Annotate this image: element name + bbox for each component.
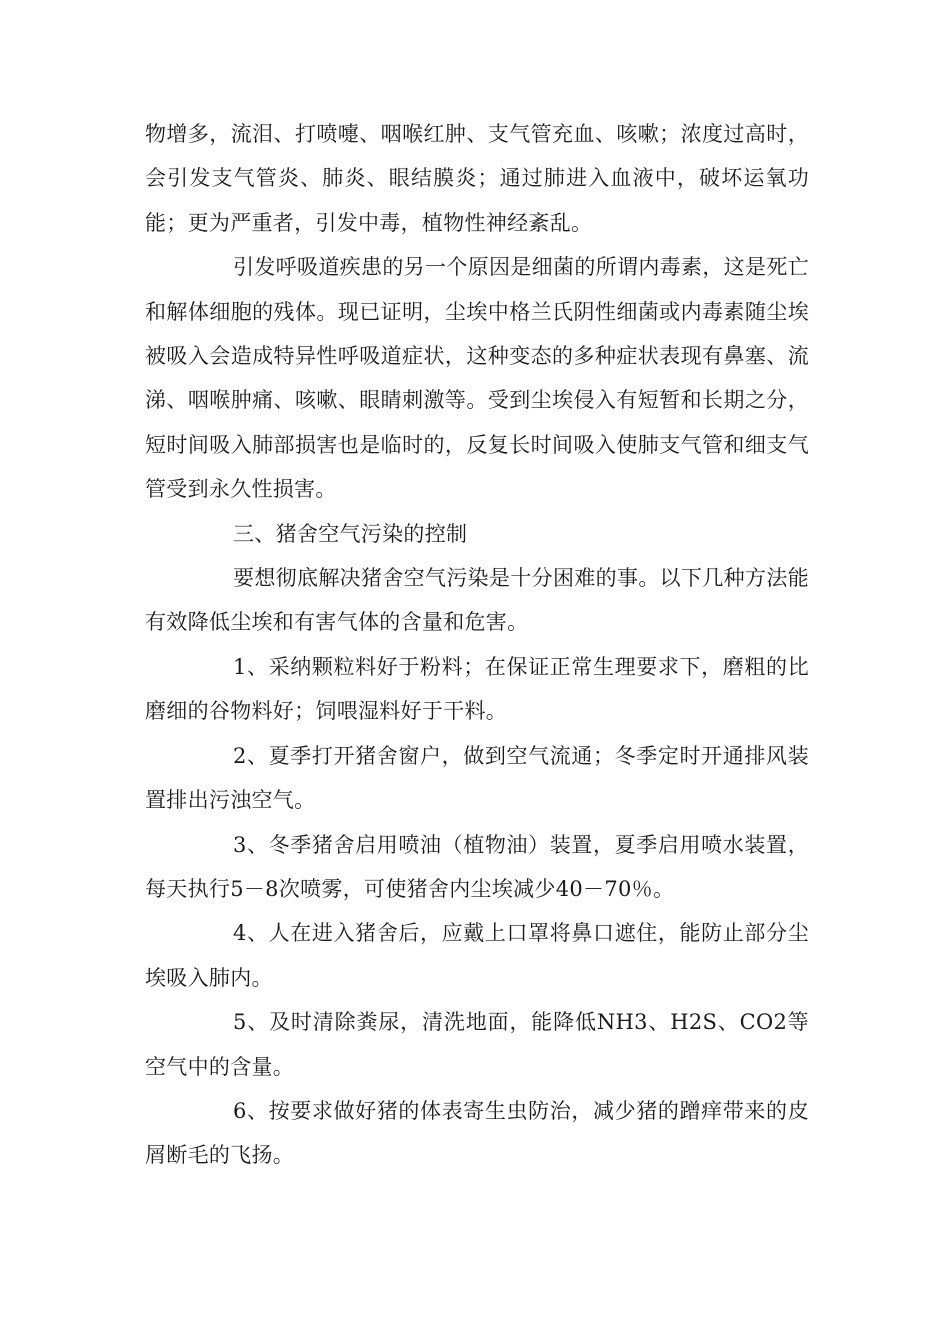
list-item-4: 4、人在进入猪舍后，应戴上口罩将鼻口遮住，能防止部分尘埃吸入肺内。 <box>145 921 809 990</box>
list-item-3: 3、冬季猪舍启用喷油（植物油）装置，夏季启用喷水装置，每天执行5－8次喷雾，可使猪舍内尘埃减少40－70％。 <box>145 832 809 901</box>
paragraph-endotoxin: 引发呼吸道疾患的另一个原因是细菌的所谓内毒素，这是死亡和解体细胞的残体。现已证明，尘埃中格兰氏阴性细菌或内毒素随尘埃被吸入会造成特异性呼吸道症状，这种变态的多种症状表现有鼻塞、流涕、咽喉肿痛、咳嗽、眼睛刺激等。受到尘埃侵入有短暂和长期之分，短时间吸入肺部损害也是临时的，反复长时间吸入使肺支气管和细支气管受到永久性损害。 <box>145 255 809 502</box>
paragraph-intro-methods: 要想彻底解决猪舍空气污染是十分困难的事。以下几种方法能有效降低尘埃和有害气体的含量和危害。 <box>145 566 809 635</box>
section-heading-control: 三、猪舍空气污染的控制 <box>233 521 468 546</box>
document-body <box>145 112 809 1178</box>
list-item-5: 5、及时清除粪尿，清洗地面，能降低NH3、H2S、CO2等空气中的含量。 <box>145 1010 809 1079</box>
paragraph-continuation: 物增多，流泪、打喷嚏、咽喉红肿、支气管充血、咳嗽；浓度过高时，会引发支气管炎、肺炎、眼结膜炎；通过肺进入血液中，破坏运氧功能；更为严重者，引发中毒，植物性神经紊乱。 <box>145 122 809 235</box>
list-item-2: 2、夏季打开猪舍窗户，做到空气流通；冬季定时开通排风装置排出污浊空气。 <box>145 743 809 813</box>
list-item-6: 6、按要求做好猪的体表寄生虫防治，减少猪的蹭痒带来的皮屑断毛的飞扬。 <box>145 1098 809 1168</box>
list-item-1: 1、采纳颗粒料好于粉料；在保证正常生理要求下，磨粗的比磨细的谷物料好；饲喂湿料好于干料。 <box>145 654 809 724</box>
